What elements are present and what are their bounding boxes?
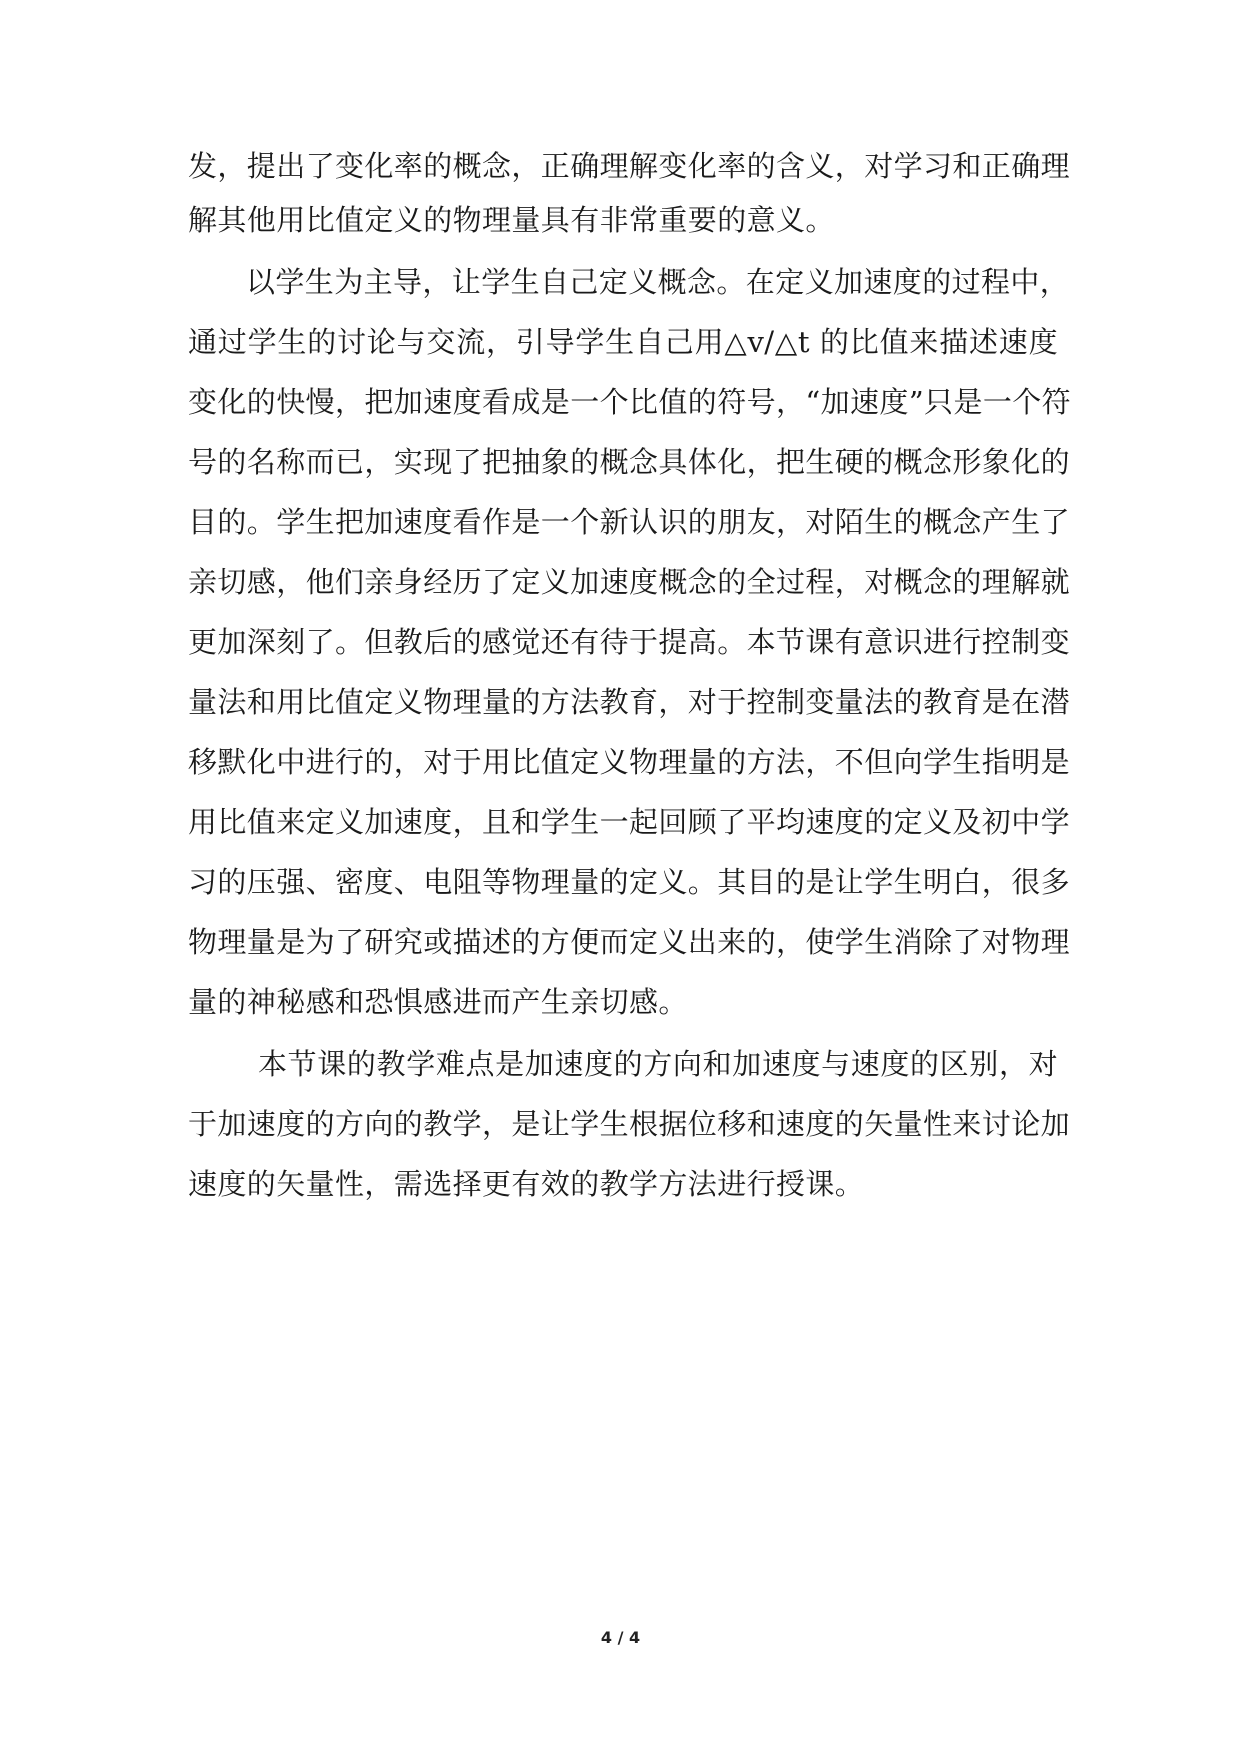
paragraph-3-line-3: 速度的矢量性，需选择更有效的教学方法进行授课。 (188, 1167, 865, 1201)
paragraph-3-line-2: 于加速度的方向的教学，是让学生根据位移和速度的矢量性来讨论加 (188, 1107, 1071, 1141)
paragraph-1-line-2: 解其他用比值定义的物理量具有非常重要的意义。 (188, 203, 835, 237)
paragraph-2-line-4: 号的名称而已，实现了把抽象的概念具体化，把生硬的概念形象化的 (188, 445, 1071, 479)
paragraph-2-line-9: 移默化中进行的，对于用比值定义物理量的方法，不但向学生指明是 (188, 745, 1071, 779)
paragraph-2-line-11: 习的压强、密度、电阻等物理量的定义。其目的是让学生明白，很多 (188, 865, 1071, 899)
paragraph-2-line-6: 亲切感，他们亲身经历了定义加速度概念的全过程，对概念的理解就 (188, 565, 1071, 599)
paragraph-2-line-7: 更加深刻了。但教后的感觉还有待于提高。本节课有意识进行控制变 (188, 625, 1071, 659)
paragraph-3-line-1: 本节课的教学难点是加速度的方向和加速度与速度的区别，对 (258, 1047, 1058, 1081)
paragraph-2-line-1: 以学生为主导，让学生自己定义概念。在定义加速度的过程中， (246, 265, 1070, 299)
paragraph-2-line-5: 目的。学生把加速度看作是一个新认识的朋友，对陌生的概念产生了 (188, 505, 1071, 539)
paragraph-2-line-13: 量的神秘感和恐惧感进而产生亲切感。 (188, 985, 688, 1019)
paragraph-2-line-10: 用比值来定义加速度，且和学生一起回顾了平均速度的定义及初中学 (188, 805, 1071, 839)
paragraph-2-line-12: 物理量是为了研究或描述的方便而定义出来的，使学生消除了对物理 (188, 925, 1071, 959)
paragraph-2-line-2: 通过学生的讨论与交流，引导学生自己用△v/△t 的比值来描述速度 (188, 325, 1058, 359)
paragraph-1-line-1: 发，提出了变化率的概念，正确理解变化率的含义，对学习和正确理 (188, 149, 1071, 183)
paragraph-2-line-3: 变化的快慢，把加速度看成是一个比值的符号，“加速度”只是一个符 (188, 385, 1072, 419)
paragraph-2-line-8: 量法和用比值定义物理量的方法教育，对于控制变量法的教育是在潜 (188, 685, 1071, 719)
page-number: 4 / 4 (600, 1628, 641, 1647)
